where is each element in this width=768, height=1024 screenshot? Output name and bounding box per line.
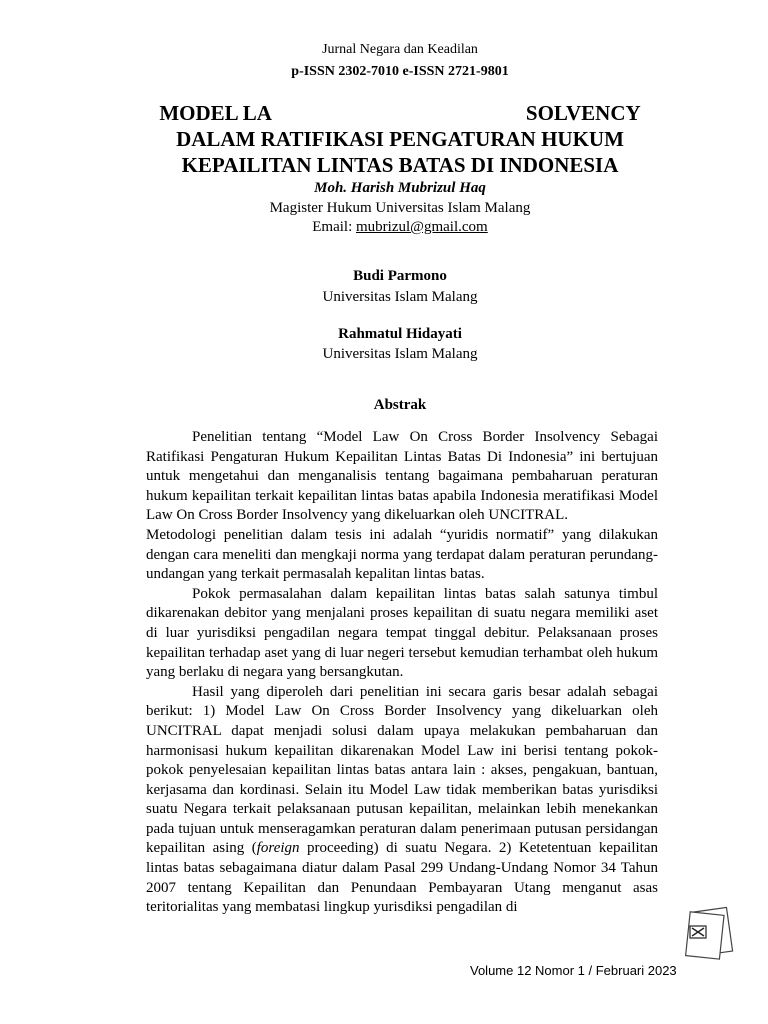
email-link[interactable]: mubrizul@gmail.com [356, 219, 488, 235]
title-line1-end: SOLVENCY [525, 101, 641, 125]
author-affiliation-1: Magister Hukum Universitas Islam Malang [269, 200, 531, 216]
email-label: Email: [312, 219, 353, 235]
title-line3: KEPAILITAN LINTAS BATAS DI INDONESIA [181, 153, 619, 177]
title-line1-start: MODEL LA [159, 101, 270, 125]
abstract-body [146, 428, 658, 918]
pages-close-icon[interactable] [682, 904, 738, 964]
abstract-paragraph-2: Metodologi penelitian dalam tesis ini adalah “yuridis normatif” yang dilakukan dengan cara meneliti dan mengkaji norma yang terdapat dalam peraturan perundang-undangan yang terkait permasalah kepalitan lintas batas. [146, 526, 658, 583]
title-line1-hidden: W ON CROSS BORDER IN [269, 101, 526, 125]
author-affiliation-3: Universitas Islam Malang [322, 346, 478, 362]
author-affiliation-2: Universitas Islam Malang [322, 289, 478, 305]
abstract-heading: Abstrak [373, 397, 427, 413]
p4-text-after: proceeding) di suatu Negara. 2) Ketetentuan kepailitan lintas batas sebagaimana diatur dalam Pasal 299 Undang-Undang Nomor 34 Tahun 2007 tentang Kepailitan dan Penundaan Pembayaran Utang menganut asas teritorialitas yang membatasi lingkup yurisdiksi pengadilan di [146, 840, 658, 916]
footer-volume: Volume 12 Nomor 1 / Februari 2023 [470, 963, 677, 978]
p4-text-before: Hasil yang diperoleh dari penelitian ini secara garis besar adalah sebagai berikut: 1) Model Law On Cross Border Insolvency yang dikeluarkan oleh UNCITRAL dapat menjadi solusi dalam upaya melakukan pembaharuan dan harmonisasi hukum kepailitan dikarenakan Model Law ini berisi tentang pokok-pokok penyelesaian kepailitan lintas batas antara lain : akses, pengakuan, bantuan, kerjasama dan kordinasi. Selain itu Model Law tidak memberikan batas yurisdiksi suatu Negara terkait pelaksanaan putusan kepailitan, melainkan lebih menekankan pada tujuan untuk menseragamkan peraturan dalam penerimaan putusan persidangan kepailitan asing ( [146, 683, 658, 857]
author-name-1: Moh. Harish Mubrizul Haq [314, 180, 486, 196]
author-name-3: Rahmatul Hidayati [338, 326, 462, 342]
title-line2: DALAM RATIFIKASI PENGATURAN HUKUM [176, 127, 624, 151]
paper-title [120, 100, 680, 178]
author-email-line [0, 219, 768, 236]
issn-line: p-ISSN 2302-7010 e-ISSN 2721-9801 [291, 64, 509, 79]
author-name-2: Budi Parmono [353, 268, 447, 284]
abstract-paragraph-4 [146, 683, 658, 918]
journal-name: Jurnal Negara dan Keadilan [322, 42, 478, 57]
p4-italic-foreign: foreign [256, 840, 300, 857]
abstract-paragraph-1: Penelitian tentang “Model Law On Cross Border Insolvency Sebagai Ratifikasi Pengaturan Hukum Kepailitan Lintas Batas Di Indonesia” ini bertujuan untuk mengetahui dan menganalisis tentang bagaimana pembaharuan peraturan hukum kepailitan terkait kepailitan lintas batas apabila Indonesia meratifikasi Model Law On Cross Border Insolvency yang dikeluarkan oleh UNCITRAL. [146, 429, 658, 524]
abstract-paragraph-3: Pokok permasalahan dalam kepailitan lintas batas salah satunya timbul dikarenakan debitor yang menjalani proses kepailitan di suatu negara memiliki aset di luar yurisdiksi pengadilan negara tempat tinggal debitur. Pelaksanaan proses kepailitan terhadap aset yang di luar negeri tersebut kemudian terhambat oleh hukum yang berlaku di negara yang bersangkutan. [146, 585, 658, 681]
